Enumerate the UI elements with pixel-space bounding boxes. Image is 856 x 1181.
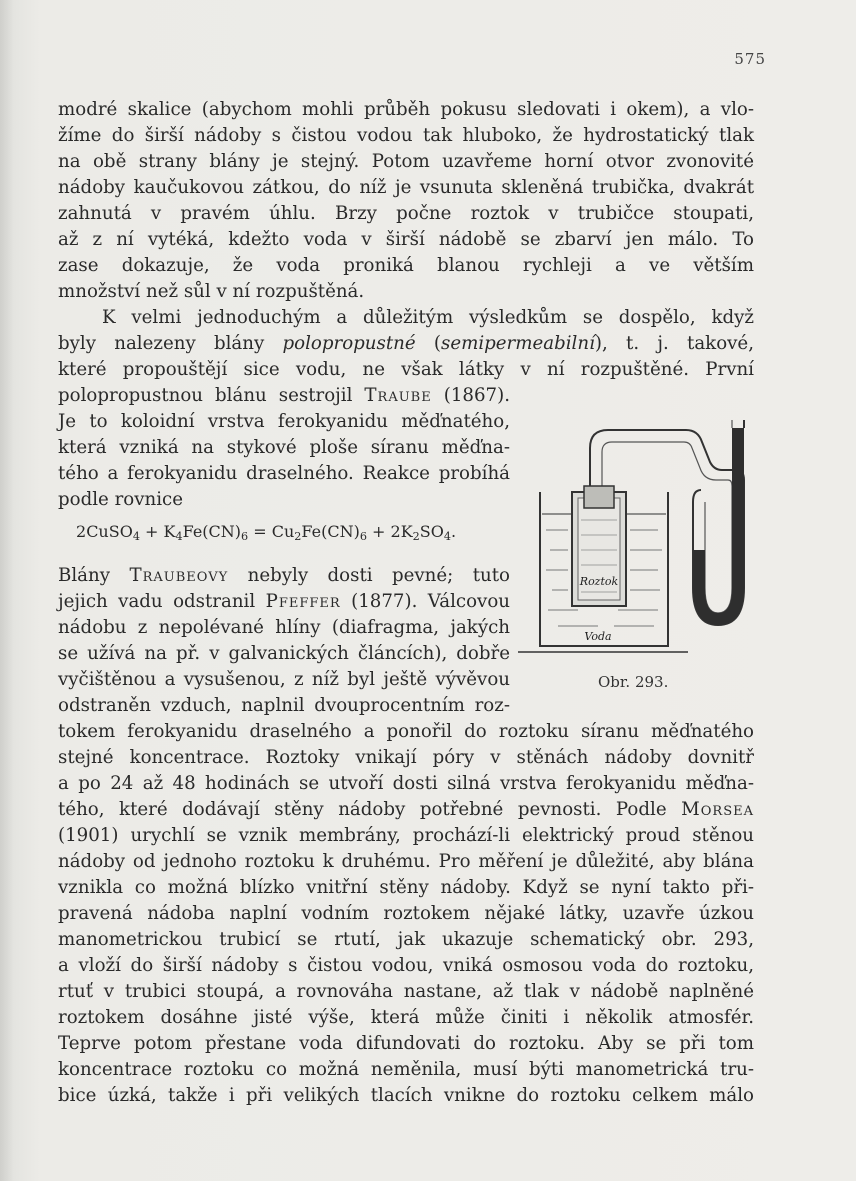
text-line <box>58 798 754 822</box>
text-line: vznikla co možná blízko vnitřní stěny nádoby. Když se nyní takto při- <box>58 877 754 898</box>
figure-caption: Obr. 293. <box>598 673 669 691</box>
text-span: nebyly dosti pevné; tuto <box>228 565 511 586</box>
text-line: bice úzká, takže i při velikých tlacích vnikne do roztoku celkem málo <box>58 1085 754 1106</box>
eq-subscript: 6 <box>241 529 249 543</box>
text-line: nádoby od jednoho roztoku k druhému. Pro měření je důležité, aby blána <box>58 851 754 872</box>
eq-subscript: 6 <box>359 529 367 543</box>
eq-part: . <box>450 522 457 541</box>
author-morse: Morsea <box>681 799 754 820</box>
eq-subscript: 4 <box>132 529 140 543</box>
text-line: které propouštějí sice vodu, ne však látky v ní rozpuštěné. První <box>58 359 754 380</box>
text-line: zahnutá v pravém úhlu. Brzy počne roztok v trubičce stoupati, <box>58 203 754 224</box>
term-semipermeabilni: semipermeabilní <box>440 333 595 354</box>
text-span: polopropustnou blánu sestrojil <box>58 385 365 406</box>
text-line: množství než sůl v ní rozpuštěná. <box>58 281 365 302</box>
label-roztok: Roztok <box>579 575 619 588</box>
text-line: Teprve potom přestane voda difundovati do roztoku. Aby se při tom <box>58 1033 754 1054</box>
text-span: tého, které dodávají stěny nádoby potřebné pevnosti. Podle <box>58 799 682 820</box>
text-line <box>58 590 510 614</box>
text-span: (1877). Válcovou <box>340 591 510 612</box>
text-line: tokem ferokyanidu draselného a ponořil do roztoku síranu měďnatého <box>58 721 754 742</box>
text-line: až z ní vytéká, kdežto voda v širší nádobě se zbarví jen málo. To <box>58 229 754 250</box>
eq-subscript: 4 <box>175 529 183 543</box>
text-line: tého a ferokyanidu draselného. Reakce probíhá <box>58 463 510 484</box>
eq-part: Fe(CN) <box>301 522 360 541</box>
text-line <box>58 384 510 408</box>
text-line: odstraněn vzduch, naplnil dvouprocentním roz- <box>58 695 510 716</box>
text-line: která vzniká na stykové ploše síranu měďna- <box>58 437 510 458</box>
text-line: podle rovnice <box>58 489 183 510</box>
eq-part: SO <box>419 522 444 541</box>
text-line: koncentrace roztoku co možná neměnila, musí býti manometrická tru- <box>58 1059 754 1080</box>
eq-part: = Cu <box>248 522 295 541</box>
text-line: se užívá na př. v galvanických článcích), dobře <box>58 643 510 664</box>
page-number: 575 <box>734 50 766 68</box>
rubber-stopper <box>584 486 614 508</box>
text-line: žíme do širší nádoby s čistou vodou tak hluboko, že hydrostatický tlak <box>58 125 754 146</box>
text-span: jejich vadu odstranil <box>58 591 266 612</box>
eq-subscript: 2 <box>412 529 420 543</box>
text-line: modré skalice (abychom mohli průběh pokusu sledovati i okem), a vlo- <box>58 99 754 120</box>
text-line: roztokem dosáhne jisté výše, která může činiti i několik atmosfér. <box>58 1007 754 1028</box>
reaction-equation <box>76 520 516 544</box>
text-line: (1901) urychlí se vznik membrány, prochází-li elektrický proud stěnou <box>58 825 754 846</box>
author-pfeffer: Pfeffer <box>265 591 341 612</box>
label-voda: Voda <box>584 630 612 643</box>
eq-part: + K <box>139 522 176 541</box>
text-line: stejné koncentrace. Roztoky vnikají póry v stěnách nádoby dovnitř <box>58 747 754 768</box>
text-line <box>58 332 754 356</box>
text-line: vyčištěnou a vysušenou, z níž byl ještě vývěvou <box>58 669 510 690</box>
eq-part: Fe(CN) <box>182 522 242 541</box>
author-traube: Traubeovy <box>129 565 229 586</box>
eq-part: CuSO <box>86 522 133 541</box>
eq-subscript: 2 <box>294 529 302 543</box>
mercury-left-arm <box>693 550 705 588</box>
text-span: (1867). <box>431 385 510 406</box>
text-line: a po 24 až 48 hodinách se utvoří dosti silná vrstva ferokyanidu měďna- <box>58 773 754 794</box>
text-line: a vloží do širší nádoby s čistou vodou, vniká osmosou voda do roztoku, <box>58 955 754 976</box>
text-line: Je to koloidní vrstva ferokyanidu měďnatého, <box>58 411 510 432</box>
eq-part: 2 <box>76 522 87 541</box>
author-traube: Traube <box>364 385 432 406</box>
text-line: na obě strany blány je stejný. Potom uzavřeme horní otvor zvonovité <box>58 151 754 172</box>
text-span: Blány <box>58 565 130 586</box>
osmometer-figure <box>518 420 758 670</box>
text-line <box>58 564 510 588</box>
term-polopropustne: polopropustné <box>282 333 416 354</box>
text-line: nádoby kaučukovou zátkou, do níž je vsunuta skleněná trubička, dvakrát <box>58 177 754 198</box>
text-line: pravená nádoba naplní vodním roztokem nějaké látky, uzavře úzkou <box>58 903 754 924</box>
mercury-bend <box>693 588 744 625</box>
text-span: byly nalezeny blány <box>58 333 283 354</box>
text-span: ), t. j. takové, <box>594 333 754 354</box>
text-line: K velmi jednoduchým a důležitým výsledkům se dospělo, když <box>102 307 754 328</box>
text-line: rtuť v trubici stoupá, a rovnováha nastane, až tlak v nádobě naplněné <box>58 981 754 1002</box>
eq-subscript: 4 <box>443 529 451 543</box>
text-line: nádobu z nepolévané hlíny (diafragma, jakých <box>58 617 510 638</box>
text-line: manometrickou trubicí se rtutí, jak ukazuje schematický obr. 293, <box>58 929 754 950</box>
text-line: zase dokazuje, že voda proniká blanou rychleji a ve větším <box>58 255 754 276</box>
eq-part: + 2K <box>366 522 413 541</box>
text-span: ( <box>415 333 441 354</box>
mercury-right-arm <box>732 428 744 588</box>
